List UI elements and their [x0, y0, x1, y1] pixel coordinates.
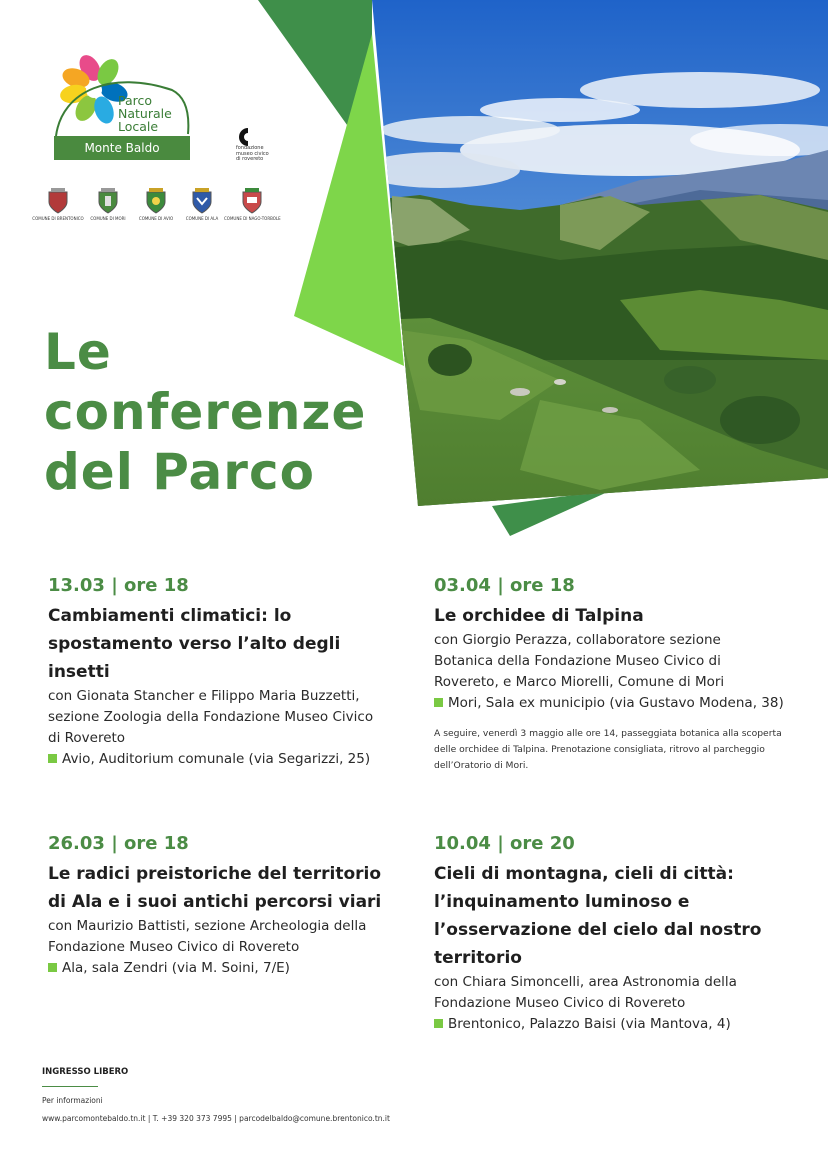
comune-name: COMUNE DI MORI	[90, 216, 126, 221]
museum-line-2: museo civico	[236, 150, 269, 157]
comuni-logos	[30, 188, 290, 228]
footer	[42, 1066, 642, 1125]
crest-icon	[47, 188, 69, 214]
venue-text: Mori, Sala ex municipio (via Gustavo Modena, 38)	[448, 695, 784, 711]
crest-icon	[97, 188, 119, 214]
landscape-photo	[360, 0, 828, 506]
event-card	[48, 574, 388, 770]
event-note: A seguire, venerdì 3 maggio alle ore 14, passeggiata botanica alla scoperta delle orchidee di Talpina. Prenotazione consigliata, ritrovo al parcheggio dell’Oratorio di Mori.	[434, 728, 782, 771]
event-date: 10.04 | ore 20	[434, 833, 575, 854]
comune-nago-torbole	[224, 188, 280, 221]
museum-logo-text	[236, 146, 269, 163]
logo-text	[118, 94, 172, 133]
comune-brentonico	[30, 188, 86, 221]
comune-name: COMUNE DI NAGO-TORBOLE	[224, 216, 281, 221]
comune-name: COMUNE DI ALA	[185, 216, 219, 221]
logo-line-2: Naturale	[118, 106, 172, 121]
venue-text: Avio, Auditorium comunale (via Segarizzi, 25)	[62, 751, 371, 767]
bullet-square-icon	[48, 754, 57, 763]
event-title: Cambiamenti climatici: lo spostamento verso l’alto degli insetti	[48, 606, 341, 682]
museum-line-1: fondazione	[236, 145, 264, 151]
venue-text: Ala, sala Zendri (via M. Soini, 7/E)	[62, 960, 290, 976]
contacts-line: www.parcomontebaldo.tn.it | T. +39 320 373 7995 | parcodelbaldo@comune.brentonico.tn.it	[42, 1114, 390, 1123]
logo-badge: Monte Baldo	[54, 136, 190, 160]
bullet-square-icon	[434, 698, 443, 707]
crest-icon	[191, 188, 213, 214]
venue-text: Brentonico, Palazzo Baisi (via Mantova, 4)	[448, 1016, 731, 1032]
title-line-1: Le	[44, 323, 112, 381]
bullet-square-icon	[48, 963, 57, 972]
event-speaker: con Giorgio Perazza, collaboratore sezione Botanica della Fondazione Museo Civico di Rovereto, e Marco Miorelli, Comune di Mori	[434, 632, 725, 690]
event-speaker: con Chiara Simoncelli, area Astronomia della Fondazione Museo Civico di Rovereto	[434, 974, 737, 1011]
event-card	[48, 832, 388, 979]
ingresso-libero: INGRESSO LIBERO	[42, 1067, 129, 1077]
event-title: Le orchidee di Talpina	[434, 606, 644, 626]
event-venue	[48, 958, 388, 979]
event-venue	[434, 693, 784, 714]
event-title: Le radici preistoriche del territorio di Ala e i suoi antichi percorsi viari	[48, 864, 382, 912]
comune-ala	[174, 188, 230, 221]
event-venue	[434, 1014, 784, 1035]
info-label: Per informazioni	[42, 1096, 103, 1105]
event-date: 13.03 | ore 18	[48, 575, 189, 596]
page-title	[44, 322, 404, 502]
event-date: 26.03 | ore 18	[48, 833, 189, 854]
museum-line-3: di rovereto	[236, 156, 264, 162]
event-speaker: con Gionata Stancher e Filippo Maria Buzzetti, sezione Zoologia della Fondazione Museo Civico di Rovereto	[48, 688, 374, 746]
logo-line-1: Parco	[118, 93, 153, 108]
event-card	[434, 574, 784, 774]
event-venue	[48, 749, 388, 770]
crest-icon	[241, 188, 263, 214]
crest-icon	[145, 188, 167, 214]
event-card	[434, 832, 784, 1035]
event-title: Cieli di montagna, cieli di città: l’inquinamento luminoso e l’osservazione del cielo dal nostro territorio	[434, 864, 762, 968]
title-line-2: conferenze	[44, 383, 367, 441]
bullet-square-icon	[434, 1019, 443, 1028]
event-date: 03.04 | ore 18	[434, 575, 575, 596]
logo-line-3: Locale	[118, 119, 159, 134]
footer-divider	[42, 1086, 98, 1087]
event-speaker: con Maurizio Battisti, sezione Archeologia della Fondazione Museo Civico di Rovereto	[48, 918, 367, 955]
comune-name: COMUNE DI AVIO	[138, 216, 174, 221]
comune-name: COMUNE DI BRENTONICO	[32, 216, 84, 221]
title-line-3: del Parco	[44, 443, 315, 501]
